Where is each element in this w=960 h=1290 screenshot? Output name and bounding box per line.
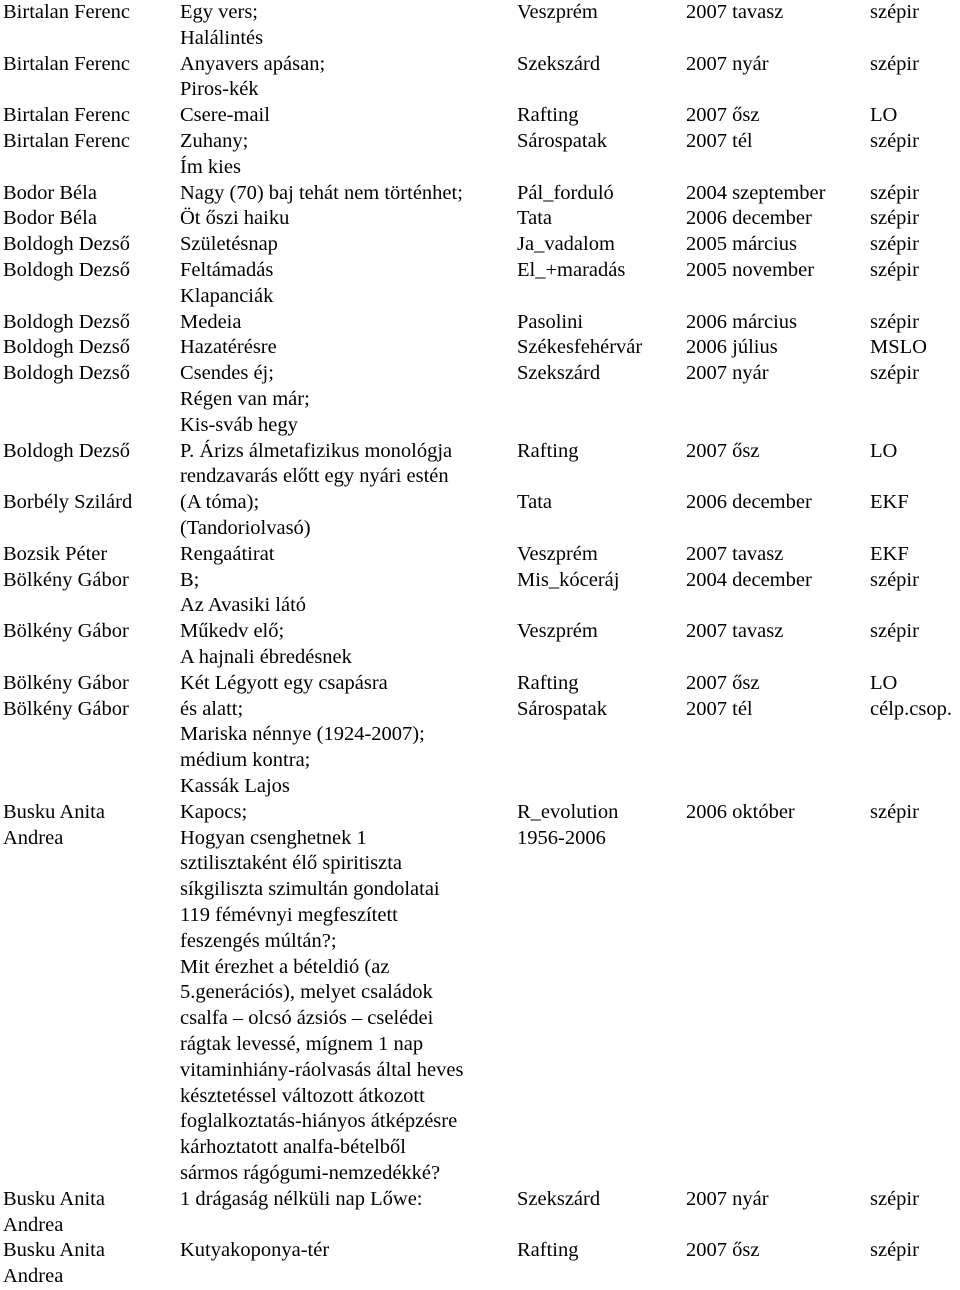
title-cell-line: Mariska nénnye (1924-2007); (180, 723, 425, 746)
date-cell-line: 2006 július (686, 336, 778, 359)
title-cell-line: rendzavarás előtt egy nyári estén (180, 465, 449, 488)
type-cell (870, 1238, 919, 1264)
author-cell-line: Birtalan Ferenc (3, 130, 130, 152)
author-cell-line: Borbély Szilárd (3, 491, 133, 514)
title-cell-line: Két Légyott egy csapásra (180, 671, 388, 694)
place-cell-line: Szekszárd (517, 362, 601, 385)
title-cell (180, 52, 325, 104)
place-cell (517, 52, 600, 78)
title-cell-line: Az Avasiki látó (180, 594, 307, 617)
type-cell (870, 103, 897, 129)
title-cell-line: médium kontra; (180, 749, 311, 772)
title-cell-line: Régen van már; (180, 387, 310, 410)
title-cell-line: 1 drágaság nélküli nap Lőwe: (180, 1187, 423, 1210)
title-cell-line: Anyavers apásan; (180, 52, 326, 75)
type-cell-line: szépir (870, 800, 919, 823)
place-cell (517, 310, 583, 336)
date-cell-line: 2007 ősz (686, 1239, 760, 1262)
date-cell (686, 671, 759, 697)
title-cell-line: Ím kies (180, 155, 241, 178)
author-cell (3, 1238, 105, 1290)
date-cell-line: 2007 nyár (686, 1187, 769, 1210)
date-cell-line: 2007 tavasz (686, 1, 784, 23)
type-cell-line: szépir (870, 207, 919, 230)
place-cell-line: R_evolution (517, 800, 619, 823)
place-cell-line: Ja_vadalom (517, 233, 615, 256)
title-cell-line: Csere-mail (180, 104, 270, 127)
title-cell-line: P. Árizs álmetafizikus monológja (180, 439, 453, 462)
author-cell (3, 568, 129, 594)
author-cell (3, 490, 132, 516)
author-cell (3, 181, 97, 207)
type-cell-line: LO (870, 439, 898, 462)
title-cell (180, 129, 248, 181)
place-cell-line: Rafting (517, 671, 579, 694)
type-cell (870, 697, 952, 723)
date-cell (686, 542, 783, 568)
title-cell-line: (Tandoriolvasó) (180, 516, 311, 539)
place-cell (517, 335, 642, 361)
author-cell (3, 0, 130, 26)
place-cell-line: Szekszárd (517, 52, 601, 75)
date-cell (686, 129, 753, 155)
title-cell-line: rágtak levessé, mígnem 1 nap (180, 1032, 424, 1055)
date-cell (686, 103, 759, 129)
author-cell (3, 361, 130, 387)
author-cell (3, 232, 130, 258)
type-cell-line: szépir (870, 259, 919, 281)
type-cell-line: szépir (870, 130, 919, 152)
place-cell-line: Pál_forduló (517, 181, 614, 204)
title-cell-line: A hajnali ébredésnek (180, 645, 352, 668)
place-cell (517, 1187, 600, 1213)
date-cell-line: 2004 szeptember (686, 181, 826, 204)
title-cell-line: Nagy (70) baj tehát nem történhet; (180, 181, 463, 204)
title-cell (180, 258, 273, 310)
type-cell-line: szépir (870, 1187, 919, 1210)
author-cell-line: Busku Anita (3, 800, 105, 823)
author-cell (3, 542, 107, 568)
title-cell-line: Öt őszi haiku (180, 207, 290, 230)
title-cell (180, 439, 452, 491)
date-cell-line: 2007 ősz (686, 671, 760, 694)
date-cell (686, 258, 814, 284)
type-cell-line: szépir (870, 568, 919, 591)
type-cell (870, 568, 919, 594)
place-cell-line: Tata (517, 491, 552, 514)
place-cell (517, 0, 598, 26)
type-cell-line: szépir (870, 310, 919, 333)
title-cell-line: Születésnap (180, 233, 278, 256)
author-cell-line: Bozsik Péter (3, 542, 108, 565)
place-cell (517, 103, 579, 129)
title-cell (180, 800, 464, 1187)
title-cell-line: Zuhany; (180, 130, 249, 152)
title-cell (180, 335, 277, 361)
author-cell-line: Bölkény Gábor (3, 697, 129, 720)
place-cell-line: Mis_kóceráj (517, 568, 620, 591)
place-cell (517, 542, 598, 568)
date-cell-line: 2006 december (686, 491, 812, 514)
author-cell-line: Andrea (3, 1213, 64, 1236)
type-cell-line: szépir (870, 233, 919, 256)
type-cell-line: MSLO (870, 336, 927, 359)
date-cell-line: 2007 tél (686, 130, 753, 152)
place-cell-line: Szekszárd (517, 1187, 601, 1210)
place-cell (517, 361, 600, 387)
place-cell-line: Tata (517, 207, 552, 230)
author-cell-line: Bölkény Gábor (3, 620, 129, 643)
author-cell (3, 258, 130, 284)
place-cell (517, 439, 579, 465)
place-cell (517, 490, 552, 516)
place-cell-line: El_+maradás (517, 259, 626, 281)
author-cell-line: Boldogh Dezső (3, 259, 130, 281)
date-cell-line: 2007 nyár (686, 362, 769, 385)
author-cell-line: Busku Anita (3, 1239, 105, 1262)
type-cell (870, 181, 919, 207)
title-cell (180, 181, 463, 207)
date-cell (686, 206, 812, 232)
date-cell-line: 2006 október (686, 800, 795, 823)
date-cell (686, 619, 783, 645)
title-cell-line: 119 fémévnyi megfeszített (180, 903, 398, 926)
place-cell (517, 1238, 579, 1264)
date-cell (686, 52, 769, 78)
title-cell-line: Medeia (180, 310, 242, 333)
place-cell (517, 232, 615, 258)
date-cell (686, 335, 778, 361)
title-cell (180, 1187, 423, 1213)
author-cell-line: Andrea (3, 826, 64, 849)
place-cell (517, 258, 625, 284)
type-cell-line: EKF (870, 542, 909, 565)
place-cell-line: Sárospatak (517, 130, 607, 152)
author-cell (3, 697, 129, 723)
title-cell (180, 103, 270, 129)
title-cell (180, 542, 274, 568)
title-cell-line: vitaminhiány-ráolvasás által heves (180, 1058, 464, 1081)
title-cell-line: Kutyakoponya-tér (180, 1239, 330, 1262)
author-cell-line: Busku Anita (3, 1187, 105, 1210)
type-cell-line: szépir (870, 1, 919, 23)
place-cell-line: Veszprém (517, 1, 598, 23)
type-cell-line: szépir (870, 620, 919, 643)
date-cell-line: 2007 tavasz (686, 620, 784, 643)
date-cell-line: 2006 március (686, 310, 798, 333)
place-cell (517, 619, 598, 645)
title-cell-line: síkgiliszta szimultán gondolatai (180, 878, 440, 901)
author-cell (3, 439, 130, 465)
title-cell (180, 232, 278, 258)
date-cell-line: 2007 ősz (686, 104, 760, 127)
type-cell (870, 542, 909, 568)
type-cell (870, 310, 919, 336)
type-cell-line: EKF (870, 491, 909, 514)
title-cell-line: Feltámadás (180, 259, 274, 281)
title-cell (180, 206, 289, 232)
place-cell (517, 568, 619, 594)
title-cell (180, 568, 306, 620)
type-cell (870, 129, 919, 155)
type-cell-line: szépir (870, 1239, 919, 1262)
title-cell (180, 490, 311, 542)
place-cell-line: 1956-2006 (517, 826, 606, 849)
title-cell-line: Mit érezhet a bételdió (az (180, 955, 390, 978)
title-cell-line: Klapanciák (180, 284, 274, 307)
author-cell (3, 206, 97, 232)
title-cell (180, 619, 352, 671)
author-cell (3, 671, 129, 697)
author-cell (3, 619, 129, 645)
date-cell-line: 2007 tavasz (686, 542, 784, 565)
author-cell-line: Bölkény Gábor (3, 671, 129, 694)
type-cell (870, 52, 919, 78)
date-cell-line: 2007 tél (686, 697, 753, 720)
title-cell-line: B; (180, 568, 200, 591)
place-cell-line: Pasolini (517, 310, 584, 333)
date-cell (686, 800, 795, 826)
author-cell (3, 335, 130, 361)
title-cell-line: feszengés múltán?; (180, 929, 337, 952)
author-cell-line: Bodor Béla (3, 207, 97, 230)
type-cell (870, 232, 919, 258)
title-cell-line: sztilisztaként élő spiritiszta (180, 852, 403, 875)
place-cell (517, 181, 614, 207)
place-cell (517, 206, 552, 232)
type-cell-line: szépir (870, 52, 919, 75)
type-cell (870, 490, 909, 516)
author-cell-line: Boldogh Dezső (3, 310, 130, 333)
type-cell-line: LO (870, 104, 898, 127)
place-cell (517, 800, 618, 852)
date-cell-line: 2007 ősz (686, 439, 760, 462)
type-cell (870, 439, 897, 465)
date-cell (686, 361, 769, 387)
title-cell-line: sármos rágógumi-nemzedékké? (180, 1161, 441, 1184)
date-cell-line: 2004 december (686, 568, 812, 591)
author-cell-line: Boldogh Dezső (3, 336, 130, 359)
type-cell-line: szépir (870, 362, 919, 385)
title-cell-line: Egy vers; (180, 1, 258, 23)
title-cell-line: kárhoztatott analfa-bételből (180, 1136, 406, 1159)
place-cell-line: Székesfehérvár (517, 336, 643, 359)
title-cell-line: Rengaátirat (180, 542, 275, 565)
title-cell-line: Hogyan csenghetnek 1 (180, 826, 367, 849)
date-cell-line: 2006 december (686, 207, 812, 230)
type-cell (870, 206, 919, 232)
date-cell (686, 697, 753, 723)
title-cell-line: 5.generációs), melyet családok (180, 981, 433, 1004)
place-cell-line: Veszprém (517, 542, 598, 565)
author-cell-line: Boldogh Dezső (3, 439, 130, 462)
author-cell-line: Boldogh Dezső (3, 362, 130, 385)
title-cell-line: Műkedv elő; (180, 620, 285, 643)
type-cell (870, 0, 919, 26)
place-cell-line: Sárospatak (517, 697, 607, 720)
type-cell (870, 258, 919, 284)
author-cell-line: Birtalan Ferenc (3, 52, 130, 75)
author-cell-line: Andrea (3, 1265, 64, 1288)
date-cell (686, 181, 825, 207)
title-cell-line: Kassák Lajos (180, 774, 290, 797)
type-cell-line: LO (870, 671, 898, 694)
title-cell (180, 671, 388, 697)
title-cell-line: foglalkoztatás-hiányos átképzésre (180, 1110, 458, 1133)
place-cell (517, 129, 607, 155)
date-cell (686, 439, 759, 465)
author-cell (3, 310, 130, 336)
author-cell (3, 129, 130, 155)
author-cell-line: Boldogh Dezső (3, 233, 130, 256)
title-cell (180, 1238, 329, 1264)
author-cell-line: Birtalan Ferenc (3, 104, 130, 127)
author-cell (3, 103, 130, 129)
title-cell-line: Csendes éj; (180, 362, 274, 385)
place-cell-line: Rafting (517, 104, 579, 127)
title-cell (180, 697, 425, 800)
title-cell-line: Kis-sváb hegy (180, 413, 298, 436)
author-cell (3, 52, 130, 78)
date-cell (686, 568, 812, 594)
title-cell (180, 0, 263, 52)
date-cell (686, 232, 797, 258)
date-cell (686, 0, 783, 26)
date-cell (686, 490, 812, 516)
title-cell-line: Hazatérésre (180, 336, 277, 359)
title-cell-line: Halálintés (180, 26, 264, 49)
type-cell-line: célp.csop. (870, 697, 952, 720)
title-cell-line: (A tóma); (180, 491, 260, 514)
title-cell-line: csalfa – olcsó ázsiós – cselédei (180, 1007, 434, 1030)
author-cell-line: Bodor Béla (3, 181, 97, 204)
author-cell-line: Birtalan Ferenc (3, 1, 130, 23)
author-cell-line: Bölkény Gábor (3, 568, 129, 591)
place-cell-line: Rafting (517, 439, 579, 462)
type-cell (870, 361, 919, 387)
type-cell (870, 671, 897, 697)
type-cell (870, 619, 919, 645)
place-cell (517, 697, 607, 723)
title-cell-line: késztetéssel változott átkozott (180, 1084, 425, 1107)
place-cell (517, 671, 579, 697)
type-cell (870, 335, 927, 361)
title-cell-line: Piros-kék (180, 78, 259, 101)
type-cell-line: szépir (870, 181, 919, 204)
date-cell (686, 1238, 759, 1264)
date-cell-line: 2005 november (686, 259, 815, 281)
place-cell-line: Veszprém (517, 620, 598, 643)
title-cell (180, 361, 310, 438)
title-cell (180, 310, 241, 336)
type-cell (870, 800, 919, 826)
title-cell-line: és alatt; (180, 697, 244, 720)
date-cell (686, 1187, 769, 1213)
title-cell-line: Kapocs; (180, 800, 248, 823)
place-cell-line: Rafting (517, 1239, 579, 1262)
date-cell-line: 2005 március (686, 233, 798, 256)
date-cell-line: 2007 nyár (686, 52, 769, 75)
type-cell (870, 1187, 919, 1213)
date-cell (686, 310, 797, 336)
author-cell (3, 1187, 105, 1239)
author-cell (3, 800, 105, 852)
